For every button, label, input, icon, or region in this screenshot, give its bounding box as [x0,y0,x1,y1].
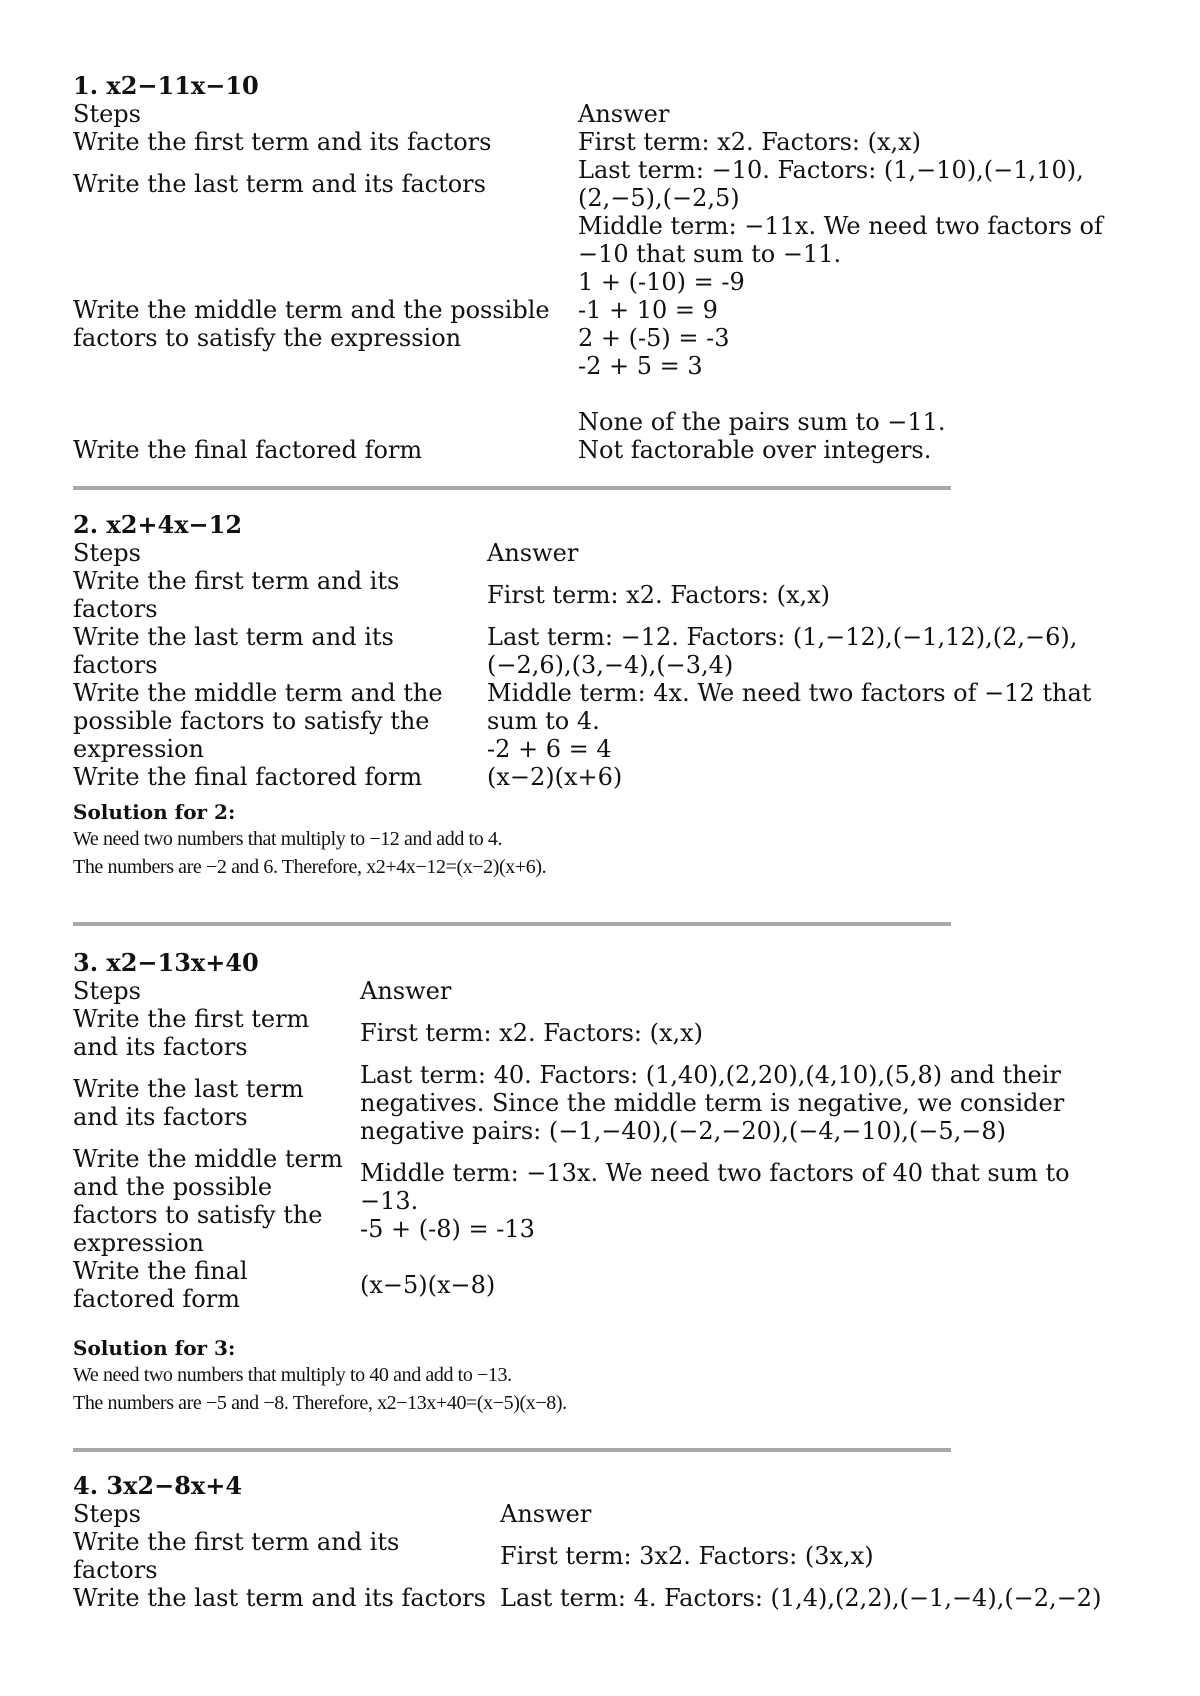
answer-line: Last term: 4. Factors: (1,4),(2,2),(−1,−4),(−2,−2) [500,1584,1102,1612]
table-row [73,128,1103,156]
solution-line: The numbers are −5 and −8. Therefore, x2−13x+40=(x−5)(x−8). [73,1392,567,1414]
answer-line: −13. [360,1187,419,1215]
problem-title: 4. 3x2−8x+4 [73,1471,243,1500]
answer-line: None of the pairs sum to −11. [578,408,946,436]
problem-4 [73,1472,1133,1612]
answer-line: First term: x2. Factors: (x,x) [360,1019,704,1047]
answer-cell [360,1145,1070,1257]
answer-line: -2 + 5 = 3 [578,352,703,380]
table-row [73,623,1091,679]
answer-cell [360,1005,1070,1061]
answer-header: Answer [487,539,579,567]
answer-header: Answer [578,100,670,128]
answer-line: Last term: −12. Factors: (1,−12),(−1,12),(2,−6), [487,623,1078,651]
answer-line: Middle term: 4x. We need two factors of −12 that [487,679,1092,707]
step-cell: Write the last term and its factors [73,1584,486,1612]
answer-line: Not factorable over integers. [578,436,932,464]
answer-cell [487,679,1091,763]
solution-line: We need two numbers that multiply to 40 and add to −13. [73,1364,512,1386]
table-row [73,1005,1070,1061]
table-row [73,1584,1101,1612]
blank-line [578,380,1103,408]
step-cell: Write the final factored form [73,763,423,791]
step-cell: Write the middle term and the possible factors to satisfy the expression [73,1145,343,1257]
table-row [73,212,1103,436]
answer-cell [578,212,1103,436]
table-row [73,1061,1070,1145]
answer-line: negatives. Since the middle term is negative, we consider [360,1089,1065,1117]
table-row [73,156,1103,212]
step-cell: Write the last term and its factors [73,1075,304,1131]
answer-line: -2 + 6 = 4 [487,735,612,763]
steps-header: Steps [73,100,141,128]
solution-title: Solution for 2: [73,800,236,824]
table-header-row [73,977,1070,1005]
answer-header: Answer [500,1500,592,1528]
steps-table [73,539,1091,791]
answer-line: −10 that sum to −11. [578,240,842,268]
answer-header: Answer [360,977,452,1005]
table-row [73,763,1091,791]
step-cell: Write the final factored form [73,436,423,464]
table-header-row [73,1500,1101,1528]
answer-cell [360,1061,1070,1145]
table-row [73,1257,1070,1313]
answer-line: (x−2)(x+6) [487,763,623,791]
answer-line: 1 + (-10) = -9 [578,268,745,296]
step-cell: Write the last term and its factors [73,623,394,679]
problem-3 [73,949,1133,1417]
problem-2 [73,511,1133,881]
steps-table [73,1500,1101,1612]
divider [73,486,951,490]
table-row [73,567,1091,623]
answer-line: 2 + (-5) = -3 [578,324,730,352]
answer-line: First term: 3x2. Factors: (3x,x) [500,1542,874,1570]
answer-cell [578,436,1103,464]
answer-line: (2,−5),(−2,5) [578,184,740,212]
answer-line: (−2,6),(3,−4),(−3,4) [487,651,734,679]
answer-cell [487,567,1091,623]
divider [73,922,951,926]
steps-header: Steps [73,539,141,567]
step-cell: Write the middle term and the possible factors to satisfy the expression [73,296,550,352]
table-header-row [73,100,1103,128]
step-cell: Write the first term and its factors [73,1005,310,1061]
table-row [73,679,1091,763]
table-row [73,1145,1070,1257]
answer-line: (x−5)(x−8) [360,1271,496,1299]
steps-header: Steps [73,977,141,1005]
answer-line: Last term: −10. Factors: (1,−10),(−1,10), [578,156,1084,184]
answer-line: -5 + (-8) = -13 [360,1215,535,1243]
solution-line: The numbers are −2 and 6. Therefore, x2+4x−12=(x−2)(x+6). [73,856,547,878]
answer-line: -1 + 10 = 9 [578,296,718,324]
answer-cell [360,1257,1070,1313]
answer-cell [487,763,1091,791]
step-cell: Write the first term and its factors [73,1528,400,1584]
problem-title: 1. x2−11x−10 [73,71,259,100]
step-cell: Write the middle term and the possible factors to satisfy the expression [73,679,443,763]
step-cell: Write the first term and its factors [73,128,492,156]
answer-cell [500,1584,1101,1612]
solution-line: We need two numbers that multiply to −12 and add to 4. [73,828,503,850]
answer-cell [500,1528,1101,1584]
answer-line: Middle term: −13x. We need two factors of 40 that sum to [360,1159,1070,1187]
answer-line: First term: x2. Factors: (x,x) [578,128,922,156]
answer-line: Middle term: −11x. We need two factors of [578,212,1103,240]
answer-line: Last term: 40. Factors: (1,40),(2,20),(4,10),(5,8) and their [360,1061,1061,1089]
problem-1 [73,72,1133,464]
answer-line: First term: x2. Factors: (x,x) [487,581,831,609]
table-row [73,436,1103,464]
answer-line: sum to 4. [487,707,600,735]
steps-header: Steps [73,1500,141,1528]
step-cell: Write the first term and its factors [73,567,400,623]
problem-title: 2. x2+4x−12 [73,510,243,539]
table-header-row [73,539,1091,567]
steps-table [73,977,1070,1313]
answer-cell [578,128,1103,156]
problem-title: 3. x2−13x+40 [73,948,259,977]
divider [73,1448,951,1452]
step-cell: Write the last term and its factors [73,170,486,198]
solution-title: Solution for 3: [73,1336,236,1360]
answer-cell [578,156,1103,212]
steps-table [73,100,1103,464]
answer-line: negative pairs: (−1,−40),(−2,−20),(−4,−10),(−5,−8) [360,1117,1007,1145]
step-cell: Write the final factored form [73,1257,248,1313]
answer-cell [487,623,1091,679]
table-row [73,1528,1101,1584]
